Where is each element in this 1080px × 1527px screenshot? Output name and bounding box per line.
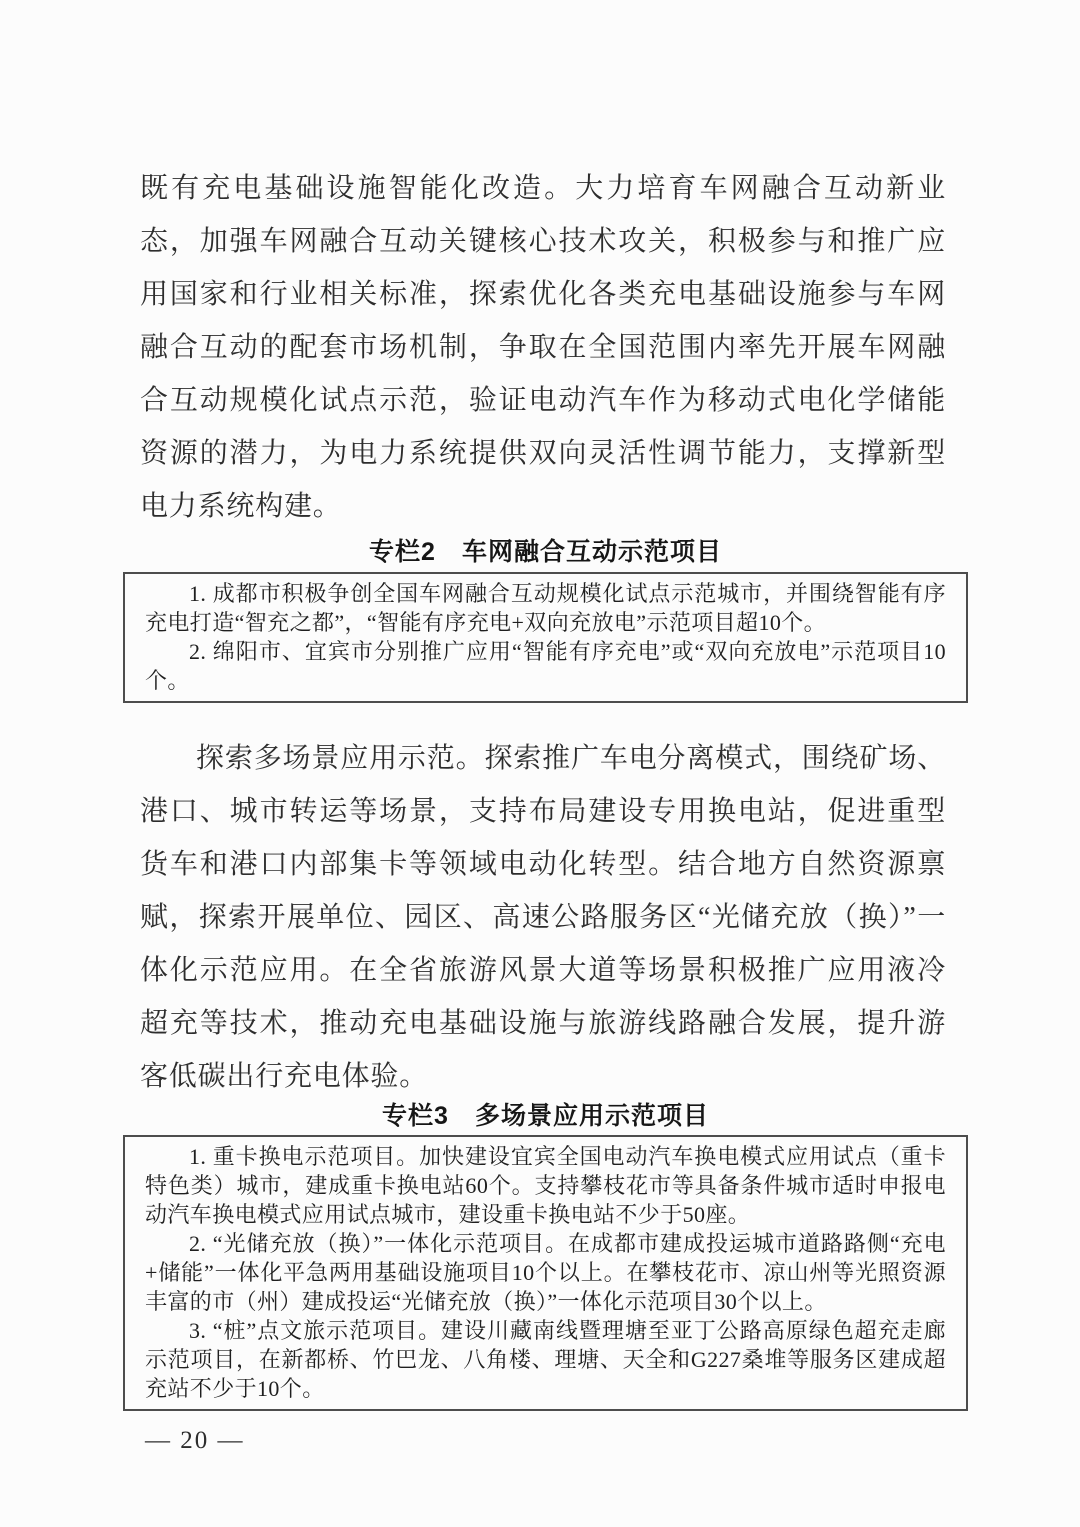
column-3-item-2: 2. “光储充放（换）”一体化示范项目。在成都市建成投运城市道路路侧“充电+储能”一体化平急两用基础设施项目10个以上。在攀枝花市、凉山州等光照资源丰富的市（州）建成投运“光储充放（换）”一体化示范项目30个以上。 [145,1231,946,1314]
column-3-item-3: 3. “桩”点文旅示范项目。建设川藏南线暨理塘至亚丁公路高原绿色超充走廊示范项目，在新都桥、竹巴龙、八角楼、理塘、天全和G227桑堆等服务区建成超充站不少于10个。 [145,1318,946,1401]
body-paragraph-2: 探索多场景应用示范。探索推广车电分离模式，围绕矿场、港口、城市转运等场景，支持布局建设专用换电站，促进重型货车和港口内部集卡等领域电动化转型。结合地方自然资源禀赋，探索开展单位、园区、高速公路服务区“光储充放（换）”一体化示范应用。在全省旅游风景大道等场景积极推广应用液冷超充等技术，推动充电基础设施与旅游线路融合发展，提升游客低碳出行充电体验。 [140,743,946,1092]
column-2-item-1: 1. 成都市积极争创全国车网融合互动规模化试点示范城市，并围绕智能有序充电打造“智充之都”，“智能有序充电+双向充放电”示范项目超10个。 [145,581,946,635]
column-3-item-1: 1. 重卡换电示范项目。加快建设宜宾全国电动汽车换电模式应用试点（重卡特色类）城市，建成重卡换电站60个。支持攀枝花市等具备条件城市适时申报电动汽车换电模式应用试点城市，建设重卡换电站不少于50座。 [145,1144,946,1227]
column-2-box [123,572,968,703]
body-paragraph-1: 既有充电基础设施智能化改造。大力培育车网融合互动新业态，加强车网融合互动关键核心技术攻关，积极参与和推广应用国家和行业相关标准，探索优化各类充电基础设施参与车网融合互动的配套市场机制，争取在全国范围内率先开展车网融合互动规模化试点示范，验证电动汽车作为移动式电化学储能资源的潜力，为电力系统提供双向灵活性调节能力，支撑新型电力系统构建。 [140,173,946,522]
column-2-title: 专栏2 车网融合互动示范项目 [369,538,722,566]
column-2-item-2: 2. 绵阳市、宜宾市分别推广应用“智能有序充电”或“双向充放电”示范项目10个。 [145,639,946,693]
column-3-box [123,1135,968,1411]
column-3-title: 专栏3 多场景应用示范项目 [382,1102,709,1130]
page-number: — 20 — [145,1427,245,1454]
